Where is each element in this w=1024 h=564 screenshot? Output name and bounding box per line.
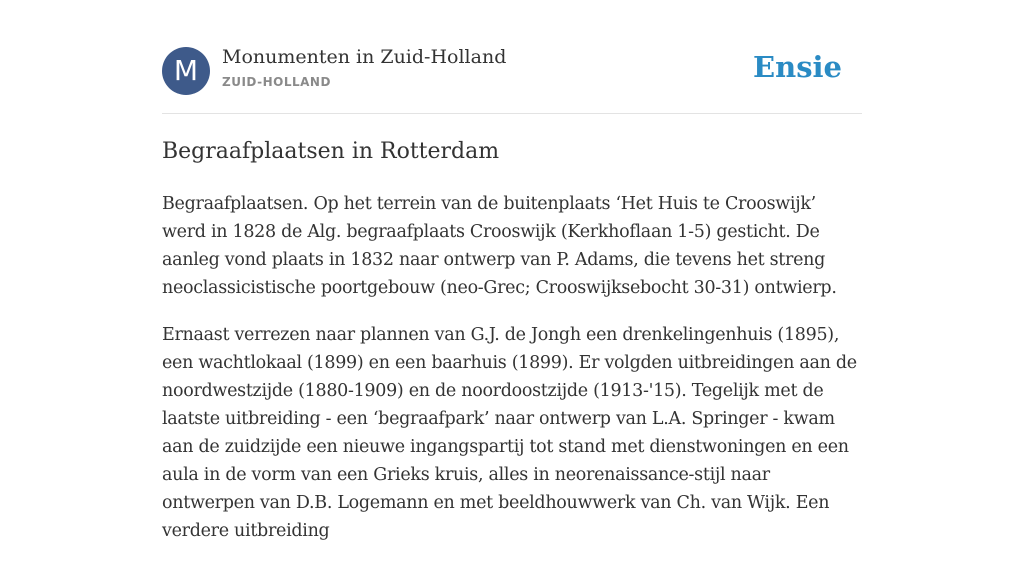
paragraph: Begraafplaatsen. Op het terrein van de buitenplaats ‘Het Huis te Crooswijk’ werd in 1828 de Alg. begraafplaats Crooswijk (Kerkhoflaan 1-5) gesticht. De aanleg vond plaats in 1832 naar ontwerp van P. Adams, die tevens het streng neoclassicistische poortgebouw (neo-Grec; Crooswijksebocht 30-31) ontwierp. xyxy=(162,194,837,298)
avatar[interactable]: M xyxy=(162,47,210,95)
content-card xyxy=(162,0,862,541)
article-title: Begraafplaatsen in Rotterdam xyxy=(162,139,500,164)
article-body xyxy=(162,190,862,564)
paragraph: Ernaast verrezen naar plannen van G.J. de Jongh een drenkelingenhuis (1895), een wachtlokaal (1899) en een baarhuis (1899). Er volgden uitbreidingen aan de noordwestzijde (1880-1909) en de noordoostzijde (1913-'15). Tegelijk met de laatste uitbreiding - een ‘begraafpark’ naar ontwerp van L.A. Springer - kwam aan de zuidzijde een nieuwe ingangspartij tot stand met dienstwoningen en een aula in de vorm van een Grieks kruis, alles in neorenaissance-stijl naar ontwerpen van D.B. Logemann en met beeldhouwwerk van Ch. van Wijk. Een verdere uitbreiding xyxy=(162,325,857,541)
channel-header xyxy=(162,0,862,114)
brand-logo[interactable]: Ensie xyxy=(753,50,842,84)
channel-title[interactable]: Monumenten in Zuid-Holland xyxy=(222,46,507,68)
channel-subtitle: ZUID-HOLLAND xyxy=(222,75,331,89)
